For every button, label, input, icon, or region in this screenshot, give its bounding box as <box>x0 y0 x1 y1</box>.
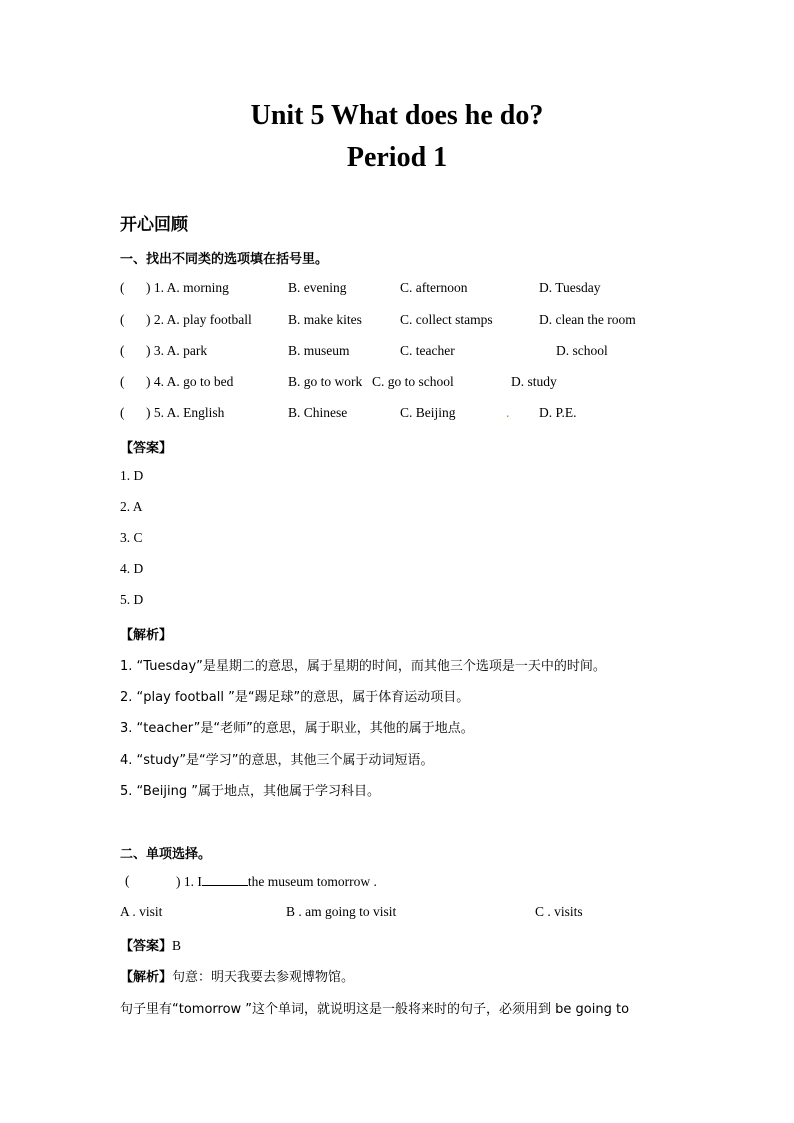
analysis-line-4: 4. “study”是“学习”的意思，其他三个属于动词短语。 <box>120 753 434 768</box>
answer-4: 4. D <box>120 561 144 576</box>
q1-option-a: A . visit <box>120 904 163 919</box>
item-1-option-a: ) 1. A. morning <box>146 280 229 295</box>
item-5-option-a: ) 5. A. English <box>146 405 225 420</box>
q1-option-b: B . am going to visit <box>286 904 397 919</box>
analysis-tag-2: 【解析】 <box>120 970 173 985</box>
item-2-option-b: B. make kites <box>288 312 362 327</box>
answer-bracket-3: ( <box>120 343 125 358</box>
answer-tag-2: 【答案】 <box>120 939 173 954</box>
answer-3: 3. C <box>120 530 143 545</box>
item-5-option-d: D. P.E. <box>539 405 577 420</box>
answer-bracket-4: ( <box>120 374 125 389</box>
q1-answer-value: B <box>172 938 182 953</box>
answer-5: 5. D <box>120 592 144 607</box>
analysis-line-3: 3. “teacher”是“老师”的意思，属于职业，其他的属于地点。 <box>120 721 474 736</box>
page-subtitle: Period 1 <box>346 142 448 173</box>
stray-dot: . <box>506 405 510 420</box>
item-3-option-c: C. teacher <box>400 343 455 358</box>
q1-stem-end: the museum tomorrow . <box>247 874 377 889</box>
answer-bracket-1: ( <box>120 280 125 295</box>
q1-analysis-line-2: 句子里有“tomorrow ”这个单词，就说明这是一般将来时的句子，必须用到 be going to <box>120 1002 630 1017</box>
q1-option-c: C . visits <box>535 904 583 919</box>
q1-analysis <box>120 966 354 986</box>
q1-blank <box>202 873 248 886</box>
analysis-line-2: 2. “play football ”是“踢足球”的意思，属于体育运动项目。 <box>120 690 470 705</box>
answer-bracket-2: ( <box>120 312 125 327</box>
section-heading: 开心回顾 <box>120 215 188 235</box>
item-1-option-b: B. evening <box>288 280 347 295</box>
q1-open-bracket: ( <box>125 873 130 888</box>
q1-stem-start: ) 1. I <box>176 874 202 889</box>
item-2-option-c: C. collect stamps <box>400 312 493 327</box>
item-3-option-a: ) 3. A. park <box>146 343 208 358</box>
answer-bracket-5: ( <box>120 405 125 420</box>
item-3-option-b: B. museum <box>288 343 350 358</box>
item-4-option-a: ) 4. A. go to bed <box>146 374 234 389</box>
item-3-option-d: D. school <box>556 343 608 358</box>
item-1-option-c: C. afternoon <box>400 280 468 295</box>
analysis-line-5: 5. “Beijing ”属于地点，其他属于学习科目。 <box>120 784 380 799</box>
answer-2: 2. A <box>120 499 143 514</box>
item-1-option-d: D. Tuesday <box>539 280 601 295</box>
item-4-option-b: B. go to work <box>288 374 363 389</box>
item-2-option-d: D. clean the room <box>539 312 636 327</box>
item-2-option-a: ) 2. A. play football <box>146 312 252 327</box>
question-title-1: 一、找出不同类的选项填在括号里。 <box>120 252 329 267</box>
analysis-line-1: 1. “Tuesday”是星期二的意思，属于星期的时间，而其他三个选项是一天中的时间。 <box>120 659 606 674</box>
analysis-tag: 【解析】 <box>120 628 173 643</box>
q1-analysis-line-1: 句意：明天我要去参观博物馆。 <box>172 970 355 985</box>
page-title: Unit 5 What does he do? <box>250 100 544 131</box>
item-5-option-c: C. Beijing <box>400 405 456 420</box>
answer-1: 1. D <box>120 468 144 483</box>
q1-answer <box>120 935 181 955</box>
q1-stem <box>176 873 377 890</box>
item-5-option-b: B. Chinese <box>288 405 348 420</box>
item-4-option-c: C. go to school <box>372 374 454 389</box>
question-title-2: 二、单项选择。 <box>120 847 212 862</box>
answer-tag: 【答案】 <box>120 441 173 456</box>
item-4-option-d: D. study <box>511 374 557 389</box>
